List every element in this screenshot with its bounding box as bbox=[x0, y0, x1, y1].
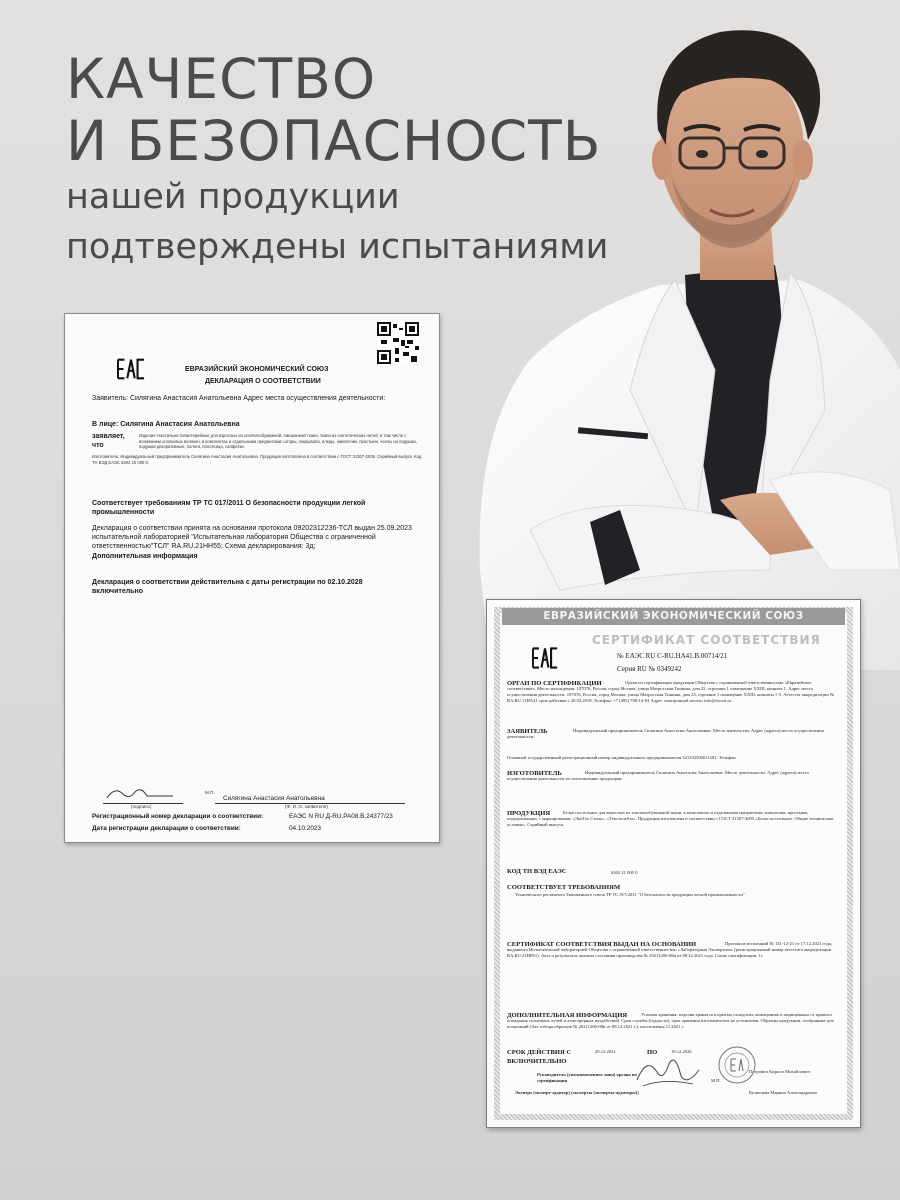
headline-line-2: И БЕЗОПАСНОСТЬ bbox=[66, 109, 602, 173]
decl-declares-label: заявляет, что bbox=[92, 433, 125, 449]
headline-line-4: подтверждены испытаниями bbox=[66, 227, 609, 267]
cert-add-label: ДОПОЛНИТЕЛЬНАЯ ИНФОРМАЦИЯ bbox=[507, 1012, 628, 1019]
round-stamp-icon bbox=[717, 1045, 757, 1085]
cert-basis-label: СЕРТИФИКАТ СООТВЕТСТВИЯ ВЫДАН НА ОСНОВАНИИ bbox=[507, 941, 697, 948]
cert-product-text: Белье постельное для взрослых из хлопчатобумажной ткани, в комплектах и отдельными предметами: наволочки, простыни, пододеяльники, с маркировками: «ЭкоТех Стиль», «Текстильбэл». Продукция изготовлена в соответствии с ГОСТ 31307-2005 «Белье постельное. Общие технические условия». Серийный выпуск. bbox=[507, 810, 834, 827]
cert-head-label: Руководитель (уполномоченное лицо) органа по сертификации bbox=[537, 1072, 637, 1083]
cert-add-text: Условия хранения: изделия хранятся в крытых складских помещениях в защищенных от прямого попадания солнечных лучей и атмосферных воздействий. Срок службы (годности), срок хранения изготовителем не установлен. Образцы продукции, отобранные для испытаний (Акт отбора образцов № 20211206-08и от 08.12.2021 г.), изготовлены 11.2021 г. bbox=[507, 1012, 834, 1029]
eac-mark-icon bbox=[117, 358, 145, 380]
decl-face: В лице: Силягина Анастасия Анатольевна bbox=[92, 421, 240, 428]
decl-date-value: 04.10.2023 bbox=[289, 825, 321, 832]
declaration-document bbox=[64, 313, 440, 843]
headline-line-3: нашей продукции bbox=[66, 177, 400, 217]
decl-signature-caption: (подпись) bbox=[131, 804, 152, 809]
cert-term-incl: ВКЛЮЧИТЕЛЬНО bbox=[507, 1058, 567, 1065]
decl-reg-value: ЕАЭС N RU Д-RU.PA08.B.24377/23 bbox=[289, 813, 393, 820]
cert-req-text: Технического регламента Таможенного союза ТР ТС 017/2011 "О безопасности продукции легкой промышленности" bbox=[515, 892, 745, 897]
decl-mp: М.П. bbox=[205, 790, 215, 795]
cert-term-to: 19.12.2026 bbox=[671, 1049, 692, 1054]
cert-expert-name: Кузнецова Марина Александровна bbox=[749, 1090, 817, 1095]
decl-declares-text-2: Изготовитель: Индивидуальный предприниматель Силягина Анастасия Анатольевна. Продукция изготовлена в соответствии с ГОСТ 31307-2005. Серийный выпуск. Код ТН ВЭД ЕАЭС 6302 10 000 0. bbox=[92, 454, 422, 465]
cert-banner: ЕВРАЗИЙСКИЙ ЭКОНОМИЧЕСКИЙ СОЮЗ bbox=[502, 608, 845, 625]
signature-icon bbox=[633, 1050, 703, 1090]
decl-date-label: Дата регистрации декларации о соответствии: bbox=[92, 825, 241, 832]
cert-mp: М.П. bbox=[711, 1078, 721, 1083]
decl-requirements: Соответствует требованиям ТР ТС 017/2011 О безопасности продукции легкой промышленности bbox=[92, 500, 366, 516]
decl-basis: Декларация о соответствии принята на основании протокола 09202312236-ТСЛ выдан 25.09.2023 испытательной лабораторией "Испытательная лаборатория Общества с ограниченной ответственностью"ТСЛ" RA.RU.21НН55; Схема декларирования: 3д; bbox=[92, 525, 412, 550]
cert-term-label: СРОК ДЕЙСТВИЯ С bbox=[507, 1049, 572, 1056]
cert-code-value: 6302 21 000 0 bbox=[611, 870, 638, 875]
cert-title: СЕРТИФИКАТ СООТВЕТСТВИЯ bbox=[592, 633, 821, 647]
cert-organ-label: ОРГАН ПО СЕРТИФИКАЦИИ bbox=[507, 680, 602, 687]
cert-req-label: СООТВЕТСТВУЕТ ТРЕБОВАНИЯМ bbox=[507, 884, 621, 891]
qr-code-icon bbox=[377, 322, 419, 364]
decl-title: ДЕКЛАРАЦИЯ О СООТВЕТСТВИИ bbox=[205, 378, 321, 385]
decl-reg-label: Регистрационный номер декларации о соответствии: bbox=[92, 813, 264, 820]
cert-applicant-label: ЗАЯВИТЕЛЬ bbox=[507, 728, 548, 735]
decl-extra-info: Дополнительная информация bbox=[92, 553, 198, 560]
cert-series: Серия RU № 0349242 bbox=[617, 665, 682, 673]
decl-signer-caption: (Ф. И. О. заявителя) bbox=[285, 804, 328, 809]
eac-mark-icon bbox=[532, 646, 558, 670]
cert-maker-text: Индивидуальный предприниматель Силягина Анастасия Анатольевна. Место деятельности. Адрес (адреса) места осуществления деятельности по изготовлению продукции: bbox=[507, 770, 809, 781]
cert-maker-label: ИЗГОТОВИТЕЛЬ bbox=[507, 770, 562, 777]
decl-applicant: Заявитель: Силягина Анастасия Анатольевна Адрес места осуществления деятельности: bbox=[92, 395, 386, 402]
certificate-document bbox=[486, 599, 861, 1128]
decl-valid: Декларация о соответствии действительна с даты регистрации по 02.10.2028 включительно bbox=[92, 579, 363, 595]
decl-signer: Силягина Анастасия Анатольевна bbox=[223, 795, 325, 802]
cert-term-from: 20.12.2021 bbox=[595, 1049, 616, 1054]
cert-ogrn: Основной государственный регистрационный номер индивидуального предпринимателя 321332500011281. Телефон bbox=[507, 755, 736, 760]
cert-basis-text: Протокола испытаний № 131-12-21 от 17.12.2021 года, выданного Испытательной лабораторией Общества с ограниченной ответственностью «Лабораторная Экспертиза» (регистрационный номер аттестата аккредитации RA.RU.21НР61). Акта о результатах анализа состояния производства № 20211206-08и от 08.12.2021 года. Схема сертификации: 1с bbox=[507, 941, 832, 958]
cert-product-label: ПРОДУКЦИЯ bbox=[507, 810, 551, 817]
cert-number: № ЕАЭС RU С-RU.HA41.B.00714/21 bbox=[617, 652, 728, 660]
decl-union: ЕВРАЗИЙСКИЙ ЭКОНОМИЧЕСКИЙ СОЮЗ bbox=[185, 366, 329, 373]
headline-line-1: КАЧЕСТВО bbox=[66, 47, 377, 111]
cert-code-label: КОД ТН ВЭД ЕАЭС bbox=[507, 868, 567, 875]
doctor-portrait-image bbox=[470, 10, 900, 670]
decl-declares-text: Изделия текстильно-галантерейные для взрослых из хлопчатобумажной, смешанной ткани, ткани из синтетических нитей, в том числе с вложением хлопковых волокон, в комплектах и отдельными предметами: шторы, покрывала, пледы, наволочки, простыни, чехлы на подушки, подушки декоративные, пологи, полотенца, салфетки. bbox=[139, 433, 417, 450]
signature-icon bbox=[105, 784, 175, 804]
cert-applicant-text: Индивидуальный предприниматель Силягина Анастасия Анатольевна. Место жительства. Адрес (адреса) места осуществления деятельности: bbox=[507, 728, 824, 739]
cert-organ-text: Орган по сертификации продукции Общества с ограниченной ответственностью «Евразийское соответствие». Место нахождения: 107076, Россия, город Москва, улица Матросская Тишина, дом 23, строение 1 помещение XXIII, комната 1. Адрес места осуществления деятельности: 107076, Россия, город Москва, улица Матросская Тишина, дом 23, строение 1 помещение XXIII, комнаты 1-5. Аттестат аккредитации № RA.RU.11НА41 срок действия с 20.03.2018. Телефон: +7 (495) 798-14-84 Адрес электронной почты: info@escert.ru bbox=[507, 680, 835, 703]
cert-expert-label: Эксперт (эксперт-аудитор) (эксперты (эксперты-аудиторы)) bbox=[515, 1090, 639, 1095]
cert-term-to-label: ПО bbox=[647, 1049, 658, 1056]
cert-head-name: Петрович Кирилл Михайлович bbox=[749, 1069, 810, 1074]
